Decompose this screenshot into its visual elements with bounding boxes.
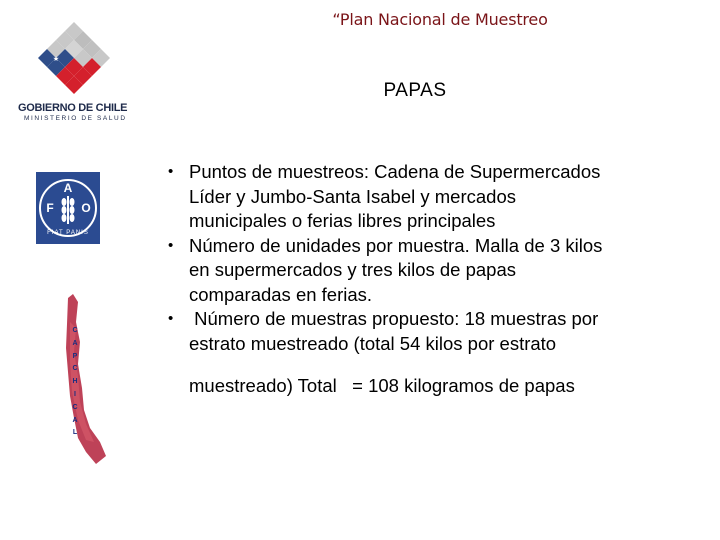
map-letter: P — [72, 352, 78, 360]
bullet-line: Puntos de muestreos: Cadena de Supermercados — [189, 161, 601, 182]
bullet-line: comparadas en ferias. — [189, 283, 373, 305]
fao-motto: FIAT PANIS — [47, 230, 89, 236]
capchical-map-logo — [56, 292, 116, 472]
map-letter: A — [72, 339, 78, 347]
map-letter: C — [72, 365, 78, 373]
bullet-marker: • — [168, 163, 174, 180]
bullet-line: en supermercados y tres kilos de papas — [189, 259, 517, 280]
wheat-icon — [62, 196, 75, 224]
svg-text:★: ★ — [52, 55, 60, 63]
fao-letter-o: O — [81, 201, 91, 215]
map-letter: A — [72, 416, 78, 424]
map-letter: I — [74, 390, 76, 398]
presentation-header-title: “Plan Nacional de Muestreo — [332, 10, 548, 29]
map-letter: H — [72, 378, 78, 386]
bullet-marker: • — [168, 310, 174, 327]
bullet-item-sampling-points — [162, 160, 692, 234]
bullet-list — [162, 160, 692, 399]
ministry-name: MINISTERIO DE SALUD — [24, 115, 127, 122]
capchical-letters — [69, 325, 81, 440]
bullet-item-number-of-samples — [162, 307, 692, 399]
bullet-marker: • — [168, 236, 174, 254]
fao-letter-a: A — [63, 181, 73, 195]
bullet-line: estrato muestreado (total 54 kilos por estrato — [189, 332, 557, 354]
map-letter: L — [72, 429, 78, 437]
bullet-line: municipales o ferias libres principales — [189, 210, 496, 231]
slide-title: PAPAS — [383, 80, 447, 101]
fao-logo — [36, 172, 100, 244]
bullet-line: Número de unidades por muestra. Malla de 3 kilos — [189, 234, 603, 256]
bullet-line-gap — [189, 356, 692, 374]
map-letter: C — [72, 327, 78, 334]
bullet-line: Número de muestras propuesto: 18 muestras por — [189, 308, 599, 329]
bullet-line: muestreado) Total = 108 kilogramos de papas — [189, 375, 575, 396]
map-letter: C — [72, 403, 78, 411]
bullet-item-units-per-sample — [162, 234, 692, 308]
bullet-line: Líder y Jumbo-Santa Isabel y mercados — [189, 185, 516, 207]
government-name: GOBIERNO DE CHILE — [18, 102, 128, 114]
fao-letter-f: F — [46, 201, 54, 215]
